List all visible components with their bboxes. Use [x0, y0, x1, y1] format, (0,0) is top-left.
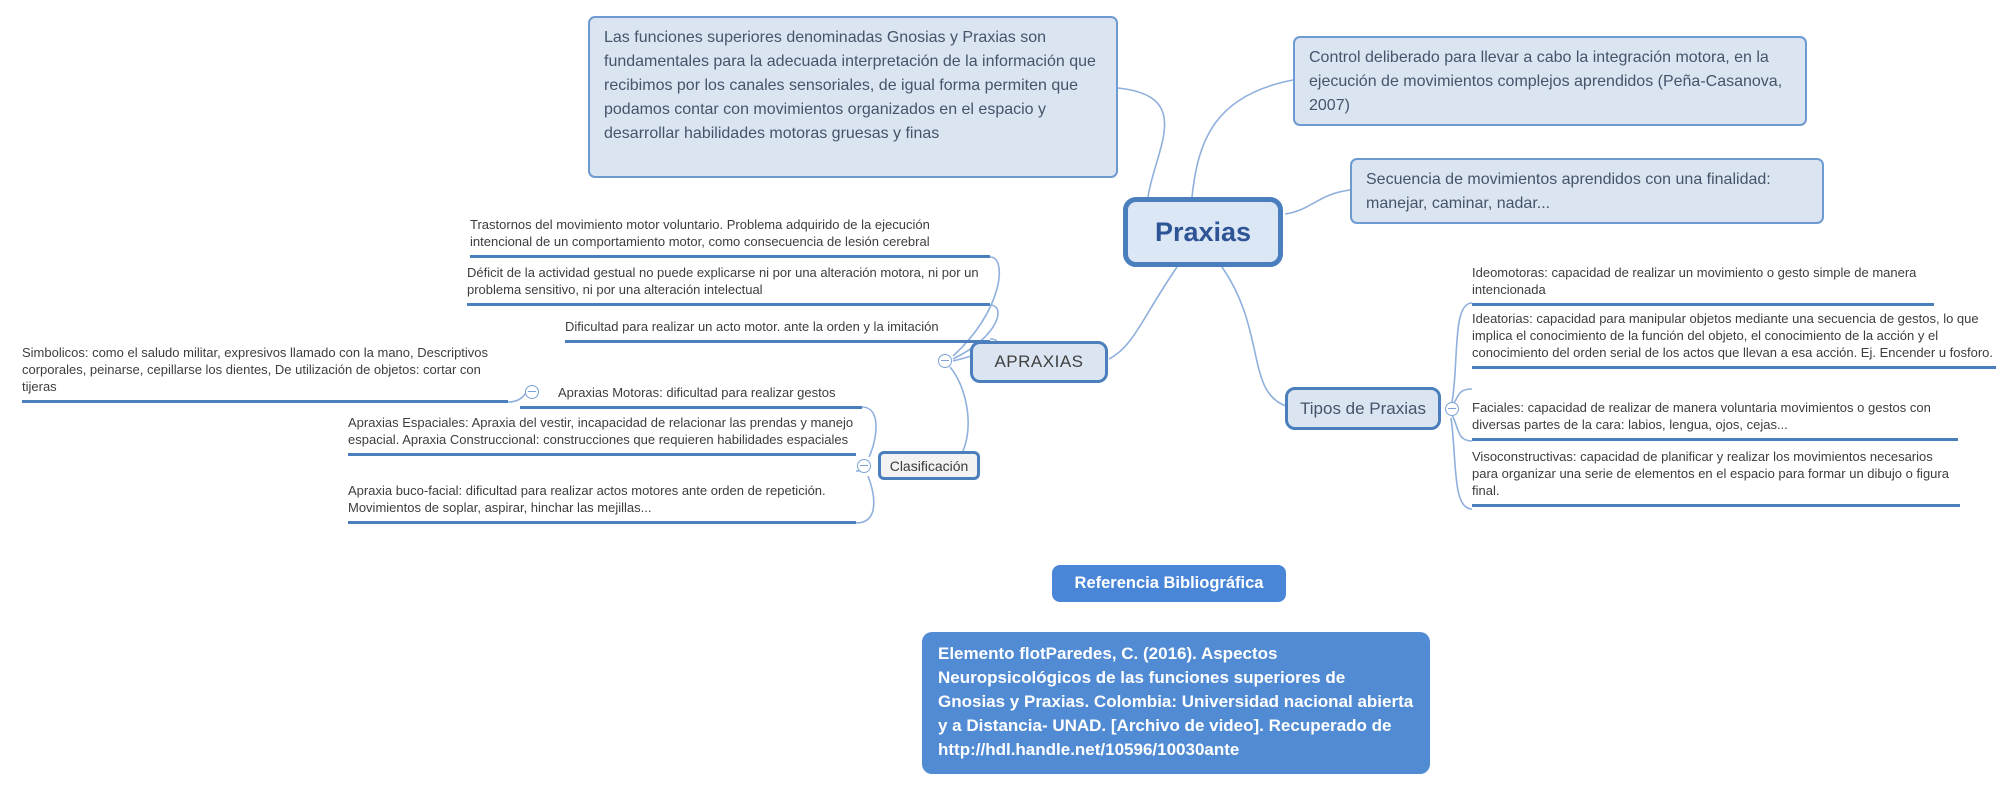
root-node-praxias[interactable]: Praxias: [1123, 197, 1283, 267]
collapse-minus-icon[interactable]: [857, 459, 871, 473]
collapse-minus-icon[interactable]: [938, 354, 952, 368]
node-apraxias[interactable]: APRAXIAS: [970, 341, 1108, 383]
clasificacion-item-bucofacial[interactable]: Apraxia buco-facial: dificultad para realizar actos motores ante orden de repetición. Movimientos de soplar, aspirar, hinchar las mejillas...: [348, 482, 856, 524]
tipos-item-visoconstructivas[interactable]: Visoconstructivas: capacidad de planificar y realizar los movimientos necesarios para organizar una serie de elementos en el espacio para formar un dibujo o figura final.: [1472, 448, 1960, 507]
clasificacion-item-motoras[interactable]: Apraxias Motoras: dificultad para realizar gestos: [520, 384, 862, 409]
apraxias-item-trastornos[interactable]: Trastornos del movimiento motor voluntario. Problema adquirido de la ejecución intencional de un comportamiento motor, como consecuencia de lesión cerebral: [470, 216, 990, 258]
collapse-minus-icon[interactable]: [525, 385, 539, 399]
definition-box-secuencia[interactable]: Secuencia de movimientos aprendidos con una finalidad: manejar, caminar, nadar...: [1350, 158, 1824, 224]
tipos-item-ideatorias[interactable]: Ideatorias: capacidad para manipular objetos mediante una secuencia de gestos, lo que implica el conocimiento de la función del objeto, el conocimiento de la acción y el conocimiento del orden serial de los actos que llevan a esa acción. Ej. Encender u fosforo.: [1472, 310, 1996, 369]
apraxias-item-deficit[interactable]: Déficit de la actividad gestual no puede explicarse ni por una alteración motora, ni por un problema sensitivo, ni por una alteración intelectual: [467, 264, 990, 306]
node-tipos-de-praxias[interactable]: Tipos de Praxias: [1285, 387, 1441, 430]
tipos-item-faciales[interactable]: Faciales: capacidad de realizar de manera voluntaria movimientos o gestos con diversas partes de la cara: labios, lengua, ojos, cejas...: [1472, 399, 1958, 441]
definition-box-gnosias-praxias[interactable]: Las funciones superiores denominadas Gnosias y Praxias son fundamentales para la adecuada interpretación de la información que recibimos por los canales sensoriales, de igual forma permiten que podamos contar con movimientos organizados en el espacio y desarrollar habilidades motoras gruesas y finas: [588, 16, 1118, 178]
apraxias-item-dificultad[interactable]: Dificultad para realizar un acto motor. ante la orden y la imitación: [565, 318, 990, 343]
definition-box-control-deliberado[interactable]: Control deliberado para llevar a cabo la integración motora, en la ejecución de movimientos complejos aprendidos (Peña-Casanova, 2007): [1293, 36, 1807, 126]
referencia-bibliografica-button[interactable]: Referencia Bibliográfica: [1052, 565, 1286, 602]
collapse-minus-icon[interactable]: [1445, 402, 1459, 416]
motoras-child-simbolicos[interactable]: Simbolicos: como el saludo militar, expresivos llamado con la mano, Descriptivos corporales, peinarse, cepillarse los dientes, De utilización de objetos: cortar con tijeras: [22, 344, 508, 403]
node-clasificacion[interactable]: Clasificación: [878, 451, 980, 480]
tipos-item-ideomotoras[interactable]: Ideomotoras: capacidad de realizar un movimiento o gesto simple de manera intencionada: [1472, 264, 1934, 306]
clasificacion-item-espaciales[interactable]: Apraxias Espaciales: Apraxia del vestir, incapacidad de relacionar las prendas y manejo espacial. Apraxia Construccional: construcciones que requieren habilidades espaciales: [348, 414, 856, 456]
citation-box[interactable]: Elemento flotParedes, C. (2016). Aspectos Neuropsicológicos de las funciones superiores de Gnosias y Praxias. Colombia: Universidad nacional abierta y a Distancia- UNAD. [Archivo de video]. Recuperado de http://hdl.handle.net/10596/10030ante: [922, 632, 1430, 774]
